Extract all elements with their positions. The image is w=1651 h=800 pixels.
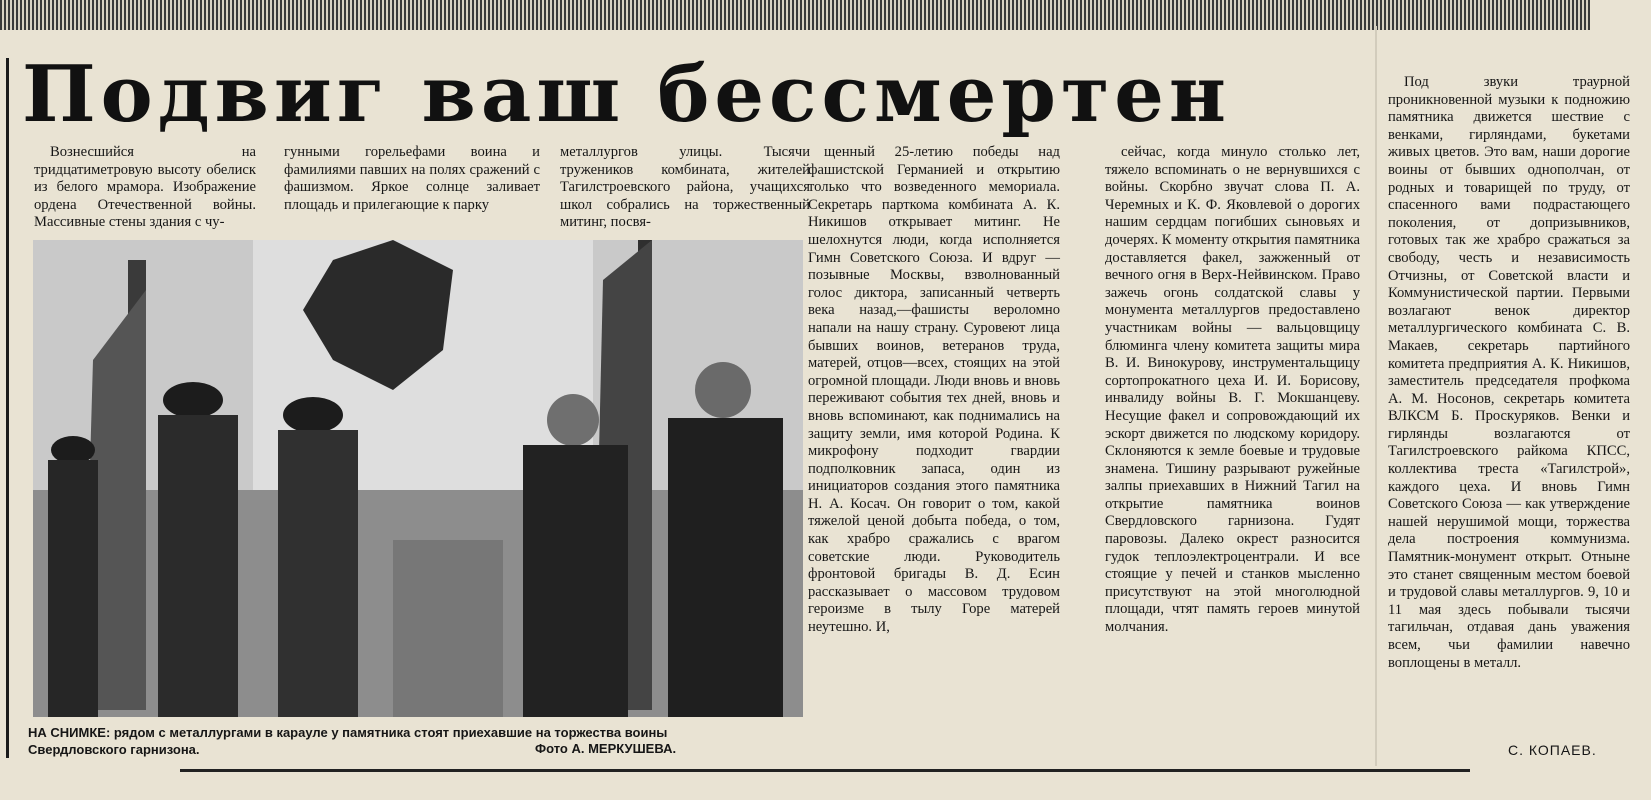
column-3-text: металлургов улицы. Тысячи тружеников комбината, жителей Тагилстроевского района, учащихся школ собрались на торжественный митинг, посвя- <box>560 144 810 231</box>
bottom-rule <box>180 769 1470 772</box>
article-photo <box>33 240 803 717</box>
column-4-text: щенный 25-летию победы над фашистской Германией и открытию только что возведенного мемориала. Секретарь парткома комбината А. К. Никишов открывает митинг. Не шелохнутся люди, когда исполняется Гимн Советского Союза. И вдруг — позывные Москвы, взволнованный голос диктора, записанный четверть века назад,—фашисты вероломно напали на нашу страну. Суровеют лица бывших воинов, ветеранов труда, матерей, отцов—всех, стоящих на этой огромной площади. Люди вновь и вновь переживают события тех дней, вновь и вновь вспоминают, как поднимались на защиту земли, имя которой Родина. К микрофону подходит гвардии подполковник запаса, один из инициаторов создания этого памятника Н. А. Косач. Он говорит о том, какой тяжелой ценой добыта победа, о том, как храбро сражались с врагом советские люди. Руководитель фронтовой бригады В. Д. Есин рассказывает о массовом трудовом героизме в тылу Горе матерей неутешно. И, <box>808 144 1060 636</box>
caption-lead: НА СНИМКЕ: <box>28 725 111 740</box>
article-author: С. КОПАЕВ. <box>1508 742 1597 758</box>
page-top-border <box>0 0 1590 30</box>
column-5-text: сейчас, когда минуло столько лет, тяжело вспоминать о не вернувшихся с войны. Скорбно звучат слова П. А. Черемных и К. Ф. Яковлевой о дорогих нашим сердцам погибших сыновьях и дочерях. К моменту открытия памятника доставляется факел, зажженный от вечного огня в Верх-Нейвинском. Право зажечь огонь солдатской славы у монумента металлургов предоставлено участникам войны — вальцовщицу блюминга члену комитета защиты мира В. И. Винокурову, инструментальщицу сортопрокатного цеха И. И. Борисову, инвалиду войны В. Г. Мокшанцеву. Несущие факел и сопровождающий их эскорт движется по людскому коридору. Склоняются к земле боевые и трудовые знамена. Тишину разрывают ружейные залпы приехавших в Нижний Тагил на открытие памятника воинов Свердловского гарнизона. Гудят паровозы. Далеко окрест разносится гудок теплоэлектроцентрали. И все стоящие у печей и станков мысленно присутствуют на этой многолюдной площади, чтят память героев минутой молчания. <box>1105 144 1360 636</box>
column-2-text: гунными горельефами воина и фамилиями павших на полях сражений с фашизмом. Яркое солнце заливает площадь и прилегающие к парку <box>284 144 540 213</box>
caption-text: рядом с металлургами в карауле у памятника стоят приехавшие на торжества воины Свердловского гарнизона. <box>28 725 668 757</box>
article-title: Подвиг ваш бессмертен <box>22 49 1231 140</box>
soldiers-photo-illustration <box>33 240 803 717</box>
photo-credit: Фото А. МЕРКУШЕВА. <box>535 741 677 756</box>
left-rule <box>6 58 9 758</box>
column-6-text: Под звуки траурной проникновенной музыки к подножию памятника движется шествие с венками, гирляндами, букетами живых цветов. Это вам, наши дорогие воины от бывших однополчан, от родных и товарищей по труду, от спасенного вами подрастающего поколения, от допризывников, готовых так же храбро сражаться за свободу, честь и независимость Отчизны, от Советской власти и Коммунистической партии. Первыми возлагают венок директор металлургического комбината С. В. Макаев, секретарь партийного комитета предприятия А. К. Никишов, заместитель председателя профкома А. М. Носонов, секретарь комитета ВЛКСМ Б. Проскуряков. Венки и гирлянды возлагаются от Тагилстроевского райкома КПСС, коллектива треста «Тагилстрой», каждого цеха. И вновь Гимн Советского Союза — как утверждение нашей нерушимой мощи, торжества дела построения коммунизма. Памятник-монумент открыт. Отныне это станет священным местом боевой и трудовой славы металлургов. 9, 10 и 11 мая здесь побывали тысячи тагильчан, отдавая дань уважения всем, чьи фамилии навечно воплощены в металл. <box>1388 74 1630 671</box>
paper-fold <box>1375 26 1377 766</box>
page-margin <box>1590 0 1651 30</box>
column-1-text: Вознесшийся на тридцатиметровую высоту обелиск из белого мрамора. Изображение ордена Отечественной войны. Массивные стены здания с чу- <box>34 144 256 231</box>
